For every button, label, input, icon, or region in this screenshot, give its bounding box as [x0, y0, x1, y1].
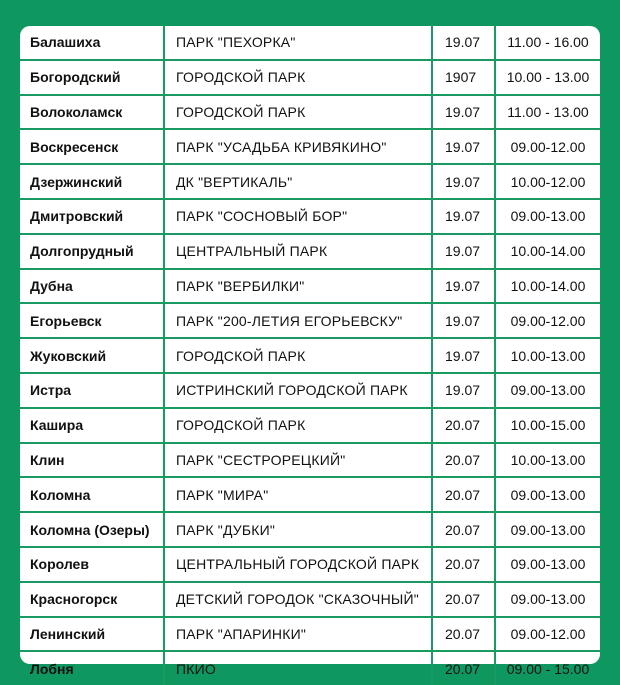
- place-cell: ПАРК "200-ЛЕТИЯ ЕГОРЬЕВСКУ": [164, 303, 432, 338]
- time-cell: 09.00-13.00: [495, 373, 600, 408]
- date-cell: 19.07: [432, 199, 495, 234]
- city-cell: Дзержинский: [20, 164, 164, 199]
- time-cell: 09.00-12.00: [495, 617, 600, 652]
- city-cell: Красногорск: [20, 582, 164, 617]
- time-cell: 10.00-13.00: [495, 338, 600, 373]
- city-cell: Коломна: [20, 477, 164, 512]
- date-cell: 20.07: [432, 512, 495, 547]
- date-cell: 20.07: [432, 408, 495, 443]
- table-row: [20, 512, 600, 547]
- place-cell: ГОРОДСКОЙ ПАРК: [164, 60, 432, 95]
- time-cell: 10.00-14.00: [495, 269, 600, 304]
- date-cell: 20.07: [432, 477, 495, 512]
- city-cell: Долгопрудный: [20, 234, 164, 269]
- place-cell: ПАРК "СОСНОВЫЙ БОР": [164, 199, 432, 234]
- table-row: [20, 199, 600, 234]
- date-cell: 19.07: [432, 338, 495, 373]
- place-cell: ПАРК "СЕСТРОРЕЦКИЙ": [164, 443, 432, 478]
- city-cell: Истра: [20, 373, 164, 408]
- place-cell: ГОРОДСКОЙ ПАРК: [164, 95, 432, 130]
- time-cell: 11.00 - 13.00: [495, 95, 600, 130]
- table-row: [20, 408, 600, 443]
- table-row: [20, 477, 600, 512]
- city-cell: Егорьевск: [20, 303, 164, 338]
- table-row: [20, 443, 600, 478]
- date-cell: 19.07: [432, 164, 495, 199]
- city-cell: Балашиха: [20, 26, 164, 60]
- time-cell: 10.00-12.00: [495, 164, 600, 199]
- schedule-table: [20, 26, 600, 685]
- time-cell: 09.00-13.00: [495, 199, 600, 234]
- place-cell: ПКИО: [164, 651, 432, 685]
- place-cell: ГОРОДСКОЙ ПАРК: [164, 338, 432, 373]
- table-row: [20, 129, 600, 164]
- date-cell: 20.07: [432, 443, 495, 478]
- date-cell: 19.07: [432, 373, 495, 408]
- date-cell: 19.07: [432, 303, 495, 338]
- place-cell: ДК "ВЕРТИКАЛЬ": [164, 164, 432, 199]
- city-cell: Кашира: [20, 408, 164, 443]
- time-cell: 10.00-13.00: [495, 443, 600, 478]
- city-cell: Дубна: [20, 269, 164, 304]
- city-cell: Богородский: [20, 60, 164, 95]
- date-cell: 20.07: [432, 617, 495, 652]
- table-row: [20, 60, 600, 95]
- date-cell: 19.07: [432, 269, 495, 304]
- schedule-card: [20, 26, 600, 677]
- date-cell: 19.07: [432, 234, 495, 269]
- place-cell: ПАРК "ВЕРБИЛКИ": [164, 269, 432, 304]
- table-row: [20, 164, 600, 199]
- time-cell: 10.00 - 13.00: [495, 60, 600, 95]
- place-cell: ИСТРИНСКИЙ ГОРОДСКОЙ ПАРК: [164, 373, 432, 408]
- city-cell: Волоколамск: [20, 95, 164, 130]
- time-cell: 09.00-13.00: [495, 477, 600, 512]
- place-cell: ПАРК "АПАРИНКИ": [164, 617, 432, 652]
- table-row: [20, 234, 600, 269]
- date-cell: 20.07: [432, 582, 495, 617]
- table-row: [20, 338, 600, 373]
- place-cell: ГОРОДСКОЙ ПАРК: [164, 408, 432, 443]
- table-row: [20, 651, 600, 685]
- time-cell: 09.00-13.00: [495, 547, 600, 582]
- city-cell: Клин: [20, 443, 164, 478]
- time-cell: 10.00-15.00: [495, 408, 600, 443]
- schedule-table-body: [20, 26, 600, 685]
- place-cell: ДЕТСКИЙ ГОРОДОК "СКАЗОЧНЫЙ": [164, 582, 432, 617]
- city-cell: Ленинский: [20, 617, 164, 652]
- place-cell: ЦЕНТРАЛЬНЫЙ ГОРОДСКОЙ ПАРК: [164, 547, 432, 582]
- time-cell: 09.00-12.00: [495, 303, 600, 338]
- date-cell: 1907: [432, 60, 495, 95]
- date-cell: 19.07: [432, 26, 495, 60]
- city-cell: Жуковский: [20, 338, 164, 373]
- date-cell: 20.07: [432, 547, 495, 582]
- place-cell: ПАРК "МИРА": [164, 477, 432, 512]
- date-cell: 19.07: [432, 95, 495, 130]
- time-cell: 09.00-13.00: [495, 582, 600, 617]
- time-cell: 11.00 - 16.00: [495, 26, 600, 60]
- table-row: [20, 582, 600, 617]
- table-row: [20, 303, 600, 338]
- city-cell: Королев: [20, 547, 164, 582]
- table-row: [20, 95, 600, 130]
- place-cell: ПАРК "УСАДЬБА КРИВЯКИНО": [164, 129, 432, 164]
- time-cell: 09.00 - 15.00: [506, 660, 590, 677]
- place-cell: ЦЕНТРАЛЬНЫЙ ПАРК: [164, 234, 432, 269]
- time-cell: 09.00-13.00: [495, 512, 600, 547]
- date-cell: 19.07: [432, 129, 495, 164]
- city-cell: Лобня: [20, 651, 164, 685]
- table-row: [20, 373, 600, 408]
- place-cell: ПАРК "ПЕХОРКА": [164, 26, 432, 60]
- table-row: [20, 547, 600, 582]
- date-cell: 20.07: [432, 651, 495, 685]
- city-cell: Коломна (Озеры): [20, 512, 164, 547]
- city-cell: Воскресенск: [20, 129, 164, 164]
- place-cell: ПАРК "ДУБКИ": [164, 512, 432, 547]
- time-cell: 09.00-12.00: [495, 129, 600, 164]
- city-cell: Дмитровский: [20, 199, 164, 234]
- table-row: [20, 269, 600, 304]
- table-row: [20, 26, 600, 60]
- time-cell: 10.00-14.00: [495, 234, 600, 269]
- table-row: [20, 617, 600, 652]
